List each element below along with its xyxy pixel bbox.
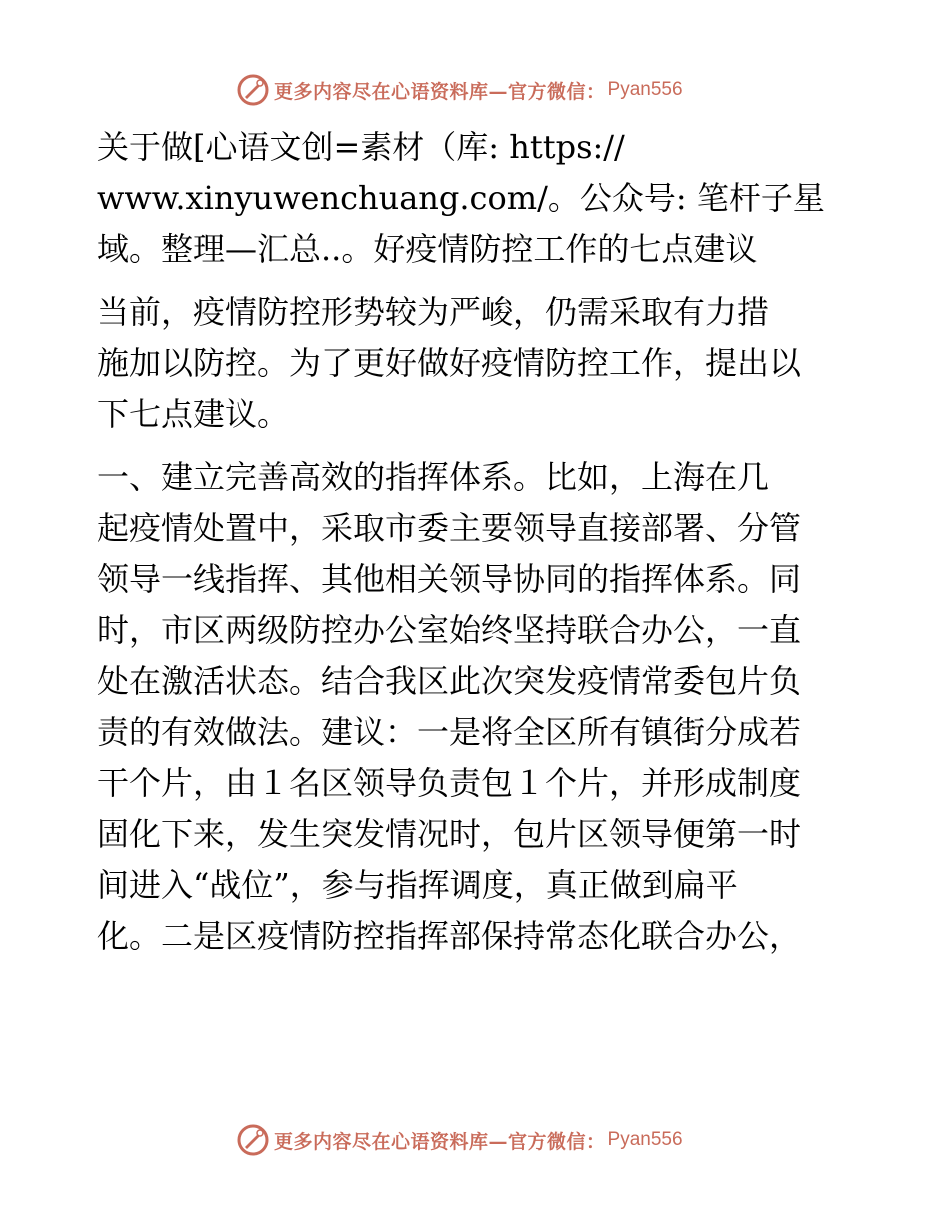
watermark-text: 更多内容尽在心语资料库—官方微信： xyxy=(274,1130,606,1153)
brand-logo-icon xyxy=(236,1123,270,1157)
text-line: 域。整理—汇总..。好疫情防控工作的七点建议 xyxy=(97,230,758,268)
watermark-header xyxy=(236,72,683,108)
text-line: 干个片，由１名区领导负责包１个片，并形成制度 xyxy=(97,764,802,802)
watermark-brand: Pyan556 xyxy=(607,1129,683,1150)
text-line: 化。二是区疫情防控指挥部保持常态化联合办公， xyxy=(97,917,802,955)
text-line: 时，市区两级防控办公室始终坚持联合办公，一直 xyxy=(97,611,802,649)
text-line: 领导一线指挥、其他相关领导协同的指挥体系。同 xyxy=(97,560,802,598)
paragraph-point-one xyxy=(97,452,857,962)
watermark-text: 更多内容尽在心语资料库—官方微信： xyxy=(274,80,606,103)
text-line: 关于做[心语文创=素材（库: https:// xyxy=(97,128,625,166)
text-line: 下七点建议。 xyxy=(97,395,290,433)
text-line: 固化下来，发生突发情况时，包片区领导便第一时 xyxy=(97,815,802,853)
text-line: 处在激活状态。结合我区此次突发疫情常委包片负 xyxy=(97,662,802,700)
text-line: 责的有效做法。建议：一是将全区所有镇街分成若 xyxy=(97,713,802,751)
document-body xyxy=(97,122,857,962)
paragraph-title xyxy=(97,122,857,275)
watermark-footer xyxy=(236,1122,683,1158)
watermark-brand: Pyan556 xyxy=(607,79,683,100)
text-line: 起疫情处置中，采取市委主要领导直接部署、分管 xyxy=(97,509,802,547)
text-line: www.xinyuwenchuang.com/。公众号: 笔杆子星 xyxy=(97,179,825,217)
text-line: 间进入“战位”，参与指挥调度，真正做到扁平 xyxy=(97,866,738,904)
brand-logo-icon xyxy=(236,73,270,107)
text-line: 当前，疫情防控形势较为严峻，仍需采取有力措 xyxy=(97,293,770,331)
text-line: 施加以防控。为了更好做好疫情防控工作，提出以 xyxy=(97,344,802,382)
paragraph-intro xyxy=(97,287,857,440)
text-line: 一、建立完善高效的指挥体系。比如，上海在几 xyxy=(97,458,770,496)
